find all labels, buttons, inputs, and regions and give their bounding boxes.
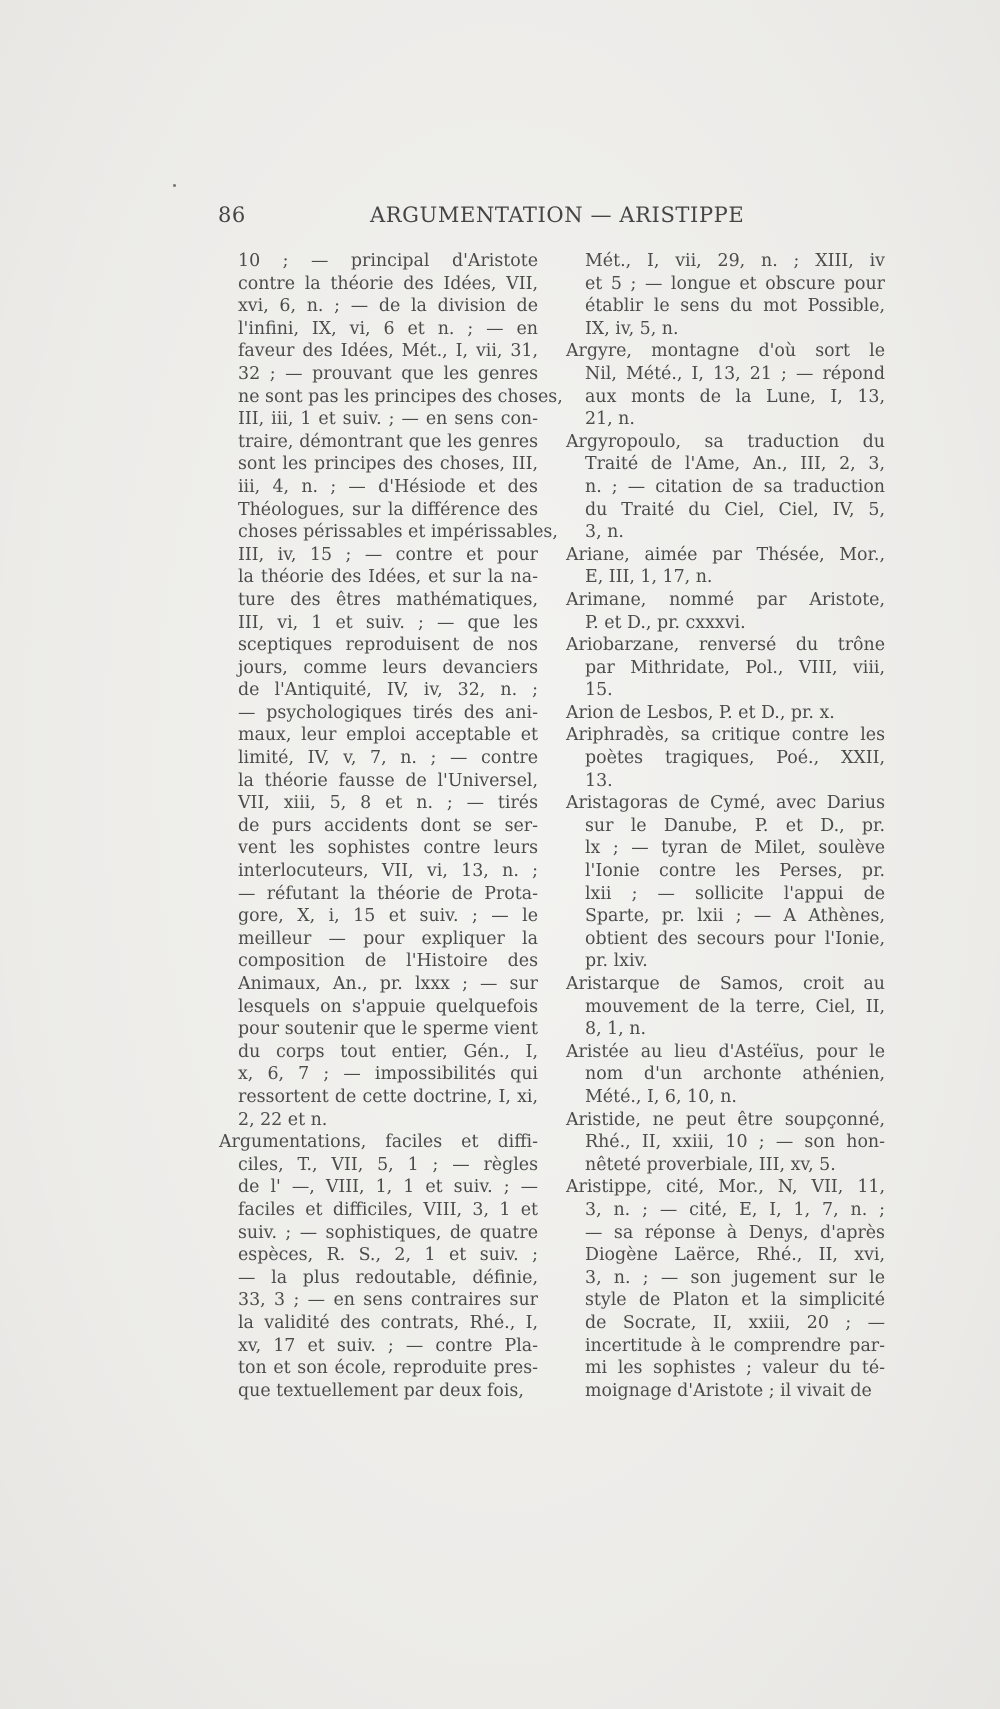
text-line: x, 6, 7 ; — impossibilités qui: [238, 1064, 538, 1085]
text-line: aux monts de la Lune, I, 13,: [585, 386, 885, 407]
text-line: lx ; — tyran de Milet, soulève: [585, 838, 885, 859]
text-line: ture des êtres mathématiques,: [238, 589, 538, 610]
text-line: la théorie des Idées, et sur la na-: [238, 567, 538, 588]
text-line: lxii ; — sollicite l'appui de: [585, 883, 885, 904]
text-line: obtient des secours pour l'Ionie,: [585, 928, 885, 949]
text-line: xvi, 6, n. ; — de la division de: [238, 296, 538, 317]
page-header: [218, 203, 908, 235]
text-line: n. ; — citation de sa traduction: [585, 476, 885, 497]
running-title: ARGUMENTATION — ARISTIPPE: [370, 203, 745, 227]
text-line: iii, 4, n. ; — d'Hésiode et des: [238, 476, 538, 497]
text-line: Aristide, ne peut être soupçonné,: [566, 1109, 885, 1130]
text-line: — psychologiques tirés des ani-: [238, 702, 538, 723]
text-line: P. et D., pr. cxxxvi.: [585, 612, 746, 633]
text-line: contre la théorie des Idées, VII,: [238, 273, 538, 294]
text-line: 8, 1, n.: [585, 1019, 646, 1040]
text-line: lesquels on s'appuie quelquefois: [238, 996, 538, 1017]
text-line: 3, n.: [585, 522, 624, 543]
text-line: composition de l'Histoire des: [238, 951, 538, 972]
text-line: — sa réponse à Denys, d'après: [585, 1222, 885, 1243]
text-line: de l'Antiquité, IV, iv, 32, n. ;: [238, 680, 538, 701]
text-line: — réfutant la théorie de Prota-: [238, 883, 538, 904]
text-line: nom d'un archonte athénien,: [585, 1064, 885, 1085]
text-line: pour soutenir que le sperme vient: [238, 1019, 538, 1040]
text-line: Mété., I, 6, 10, n.: [585, 1086, 737, 1107]
text-line: 3, n. ; — cité, E, I, 1, 7, n. ;: [585, 1199, 885, 1220]
text-line: interlocuteurs, VII, vi, 13, n. ;: [238, 861, 538, 882]
text-line: Diogène Laërce, Rhé., II, xvi,: [585, 1245, 885, 1266]
text-line: Nil, Mété., I, 13, 21 ; — répond: [585, 363, 885, 384]
text-line: 10 ; — principal d'Aristote: [238, 251, 538, 271]
text-line: Sparte, pr. lxii ; — A Athènes,: [585, 906, 885, 927]
text-line: — la plus redoutable, définie,: [238, 1267, 538, 1288]
text-line: jours, comme leurs devanciers: [238, 657, 538, 678]
text-line: 3, n. ; — son jugement sur le: [585, 1267, 885, 1288]
text-line: 13.: [585, 770, 613, 791]
text-line: Aristée au lieu d'Astéïus, pour le: [566, 1041, 885, 1062]
text-line: III, iv, 15 ; — contre et pour: [238, 544, 538, 565]
text-line: limité, IV, v, 7, n. ; — contre: [238, 748, 538, 769]
text-line: Argyre, montagne d'où sort le: [566, 341, 885, 362]
text-line: mouvement de la terre, Ciel, II,: [585, 996, 885, 1017]
text-line: III, vi, 1 et suiv. ; — que les: [238, 612, 538, 633]
text-line: E, III, 1, 17, n.: [585, 567, 713, 588]
text-line: ciles, T., VII, 5, 1 ; — règles: [238, 1154, 538, 1175]
text-line: maux, leur emploi acceptable et: [238, 725, 538, 746]
text-line: 32 ; — prouvant que les genres: [238, 363, 538, 384]
text-line: xv, 17 et suiv. ; — contre Pla-: [238, 1335, 538, 1356]
text-line: que textuellement par deux fois,: [238, 1380, 524, 1401]
text-line: 2, 22 et n.: [238, 1109, 328, 1130]
text-line: ressortent de cette doctrine, I, xi,: [238, 1086, 538, 1107]
text-line: l'Ionie contre les Perses, pr.: [585, 861, 885, 882]
text-line: Traité de l'Ame, An., III, 2, 3,: [585, 454, 885, 475]
text-line: 15.: [585, 680, 613, 701]
text-line: pr. lxiv.: [585, 951, 648, 972]
text-line: de purs accidents dont se ser-: [238, 815, 538, 836]
right-column: [566, 250, 885, 1402]
text-line: Aristarque de Samos, croit au: [566, 974, 885, 994]
text-line: Ariobarzane, renversé du trône: [566, 635, 885, 656]
text-line: IX, iv, 5, n.: [585, 318, 679, 339]
text-line: mi les sophistes ; valeur du té-: [585, 1358, 885, 1379]
text-line: l'infini, IX, vi, 6 et n. ; — en: [238, 318, 538, 339]
text-line: Arion de Lesbos, P. et D., pr. x.: [566, 702, 835, 723]
text-line: incertitude à le comprendre par-: [585, 1335, 885, 1356]
left-column: [219, 250, 563, 1402]
text-line: Théologues, sur la différence des: [238, 499, 538, 520]
text-line: la théorie fausse de l'Universel,: [238, 770, 538, 791]
text-line: Ariphradès, sa critique contre les: [566, 725, 885, 746]
text-line: VII, xiii, 5, 8 et n. ; — tirés: [238, 793, 538, 814]
text-line: meilleur — pour expliquer la: [238, 928, 538, 949]
text-line: style de Platon et la simplicité: [585, 1290, 885, 1311]
text-line: nêteté proverbiale, III, xv, 5.: [585, 1154, 836, 1175]
page-speck: [173, 184, 176, 187]
text-line: la validité des contrats, Rhé., I,: [238, 1312, 538, 1333]
text-line: Ariane, aimée par Thésée, Mor.,: [566, 544, 885, 565]
text-line: ne sont pas les principes des choses,: [238, 386, 563, 407]
text-line: vent les sophistes contre leurs: [238, 838, 538, 859]
text-line: sur le Danube, P. et D., pr.: [585, 815, 885, 836]
text-line: par Mithridate, Pol., VIII, viii,: [585, 657, 885, 678]
page-number: 86: [218, 203, 246, 227]
text-line: 33, 3 ; — en sens contraires sur: [238, 1290, 538, 1311]
text-line: Arimane, nommé par Aristote,: [566, 589, 885, 610]
text-line: de Socrate, II, xxiii, 20 ; —: [585, 1312, 885, 1333]
text-line: Argyropoulo, sa traduction du: [566, 431, 885, 452]
text-line: faveur des Idées, Mét., I, vii, 31,: [238, 341, 538, 362]
text-line: Mét., I, vii, 29, n. ; XIII, iv: [585, 251, 885, 271]
text-line: et 5 ; — longue et obscure pour: [585, 273, 885, 294]
text-line: du corps tout entier, Gén., I,: [238, 1041, 538, 1062]
text-line: moignage d'Aristote ; il vivait de: [585, 1380, 872, 1401]
text-line: ton et son école, reproduite pres-: [238, 1358, 538, 1379]
text-line: Animaux, An., pr. lxxx ; — sur: [238, 974, 538, 994]
text-line: sont les principes des choses, III,: [238, 454, 538, 475]
text-line: de l' —, VIII, 1, 1 et suiv. ; —: [238, 1177, 538, 1198]
text-line: Rhé., II, xxiii, 10 ; — son hon-: [585, 1132, 885, 1153]
text-line: gore, X, i, 15 et suiv. ; — le: [238, 906, 538, 927]
text-line: traire, démontrant que les genres: [238, 431, 538, 452]
text-line: Aristagoras de Cymé, avec Darius: [566, 793, 885, 814]
text-line: espèces, R. S., 2, 1 et suiv. ;: [238, 1245, 538, 1266]
text-line: faciles et difficiles, VIII, 3, 1 et: [238, 1199, 538, 1220]
text-line: du Traité du Ciel, Ciel, IV, 5,: [585, 499, 885, 520]
text-line: III, iii, 1 et suiv. ; — en sens con-: [238, 409, 538, 430]
text-line: suiv. ; — sophistiques, de quatre: [238, 1222, 538, 1243]
text-line: choses périssables et impérissables,: [238, 522, 558, 543]
text-line: poètes tragiques, Poé., XXII,: [585, 748, 885, 769]
text-line: établir le sens du mot Possible,: [585, 296, 885, 317]
text-line: 21, n.: [585, 409, 635, 430]
text-line: Argumentations, faciles et diffi-: [219, 1132, 538, 1153]
text-line: sceptiques reproduisent de nos: [238, 635, 538, 656]
text-line: Aristippe, cité, Mor., N, VII, 11,: [566, 1177, 885, 1198]
